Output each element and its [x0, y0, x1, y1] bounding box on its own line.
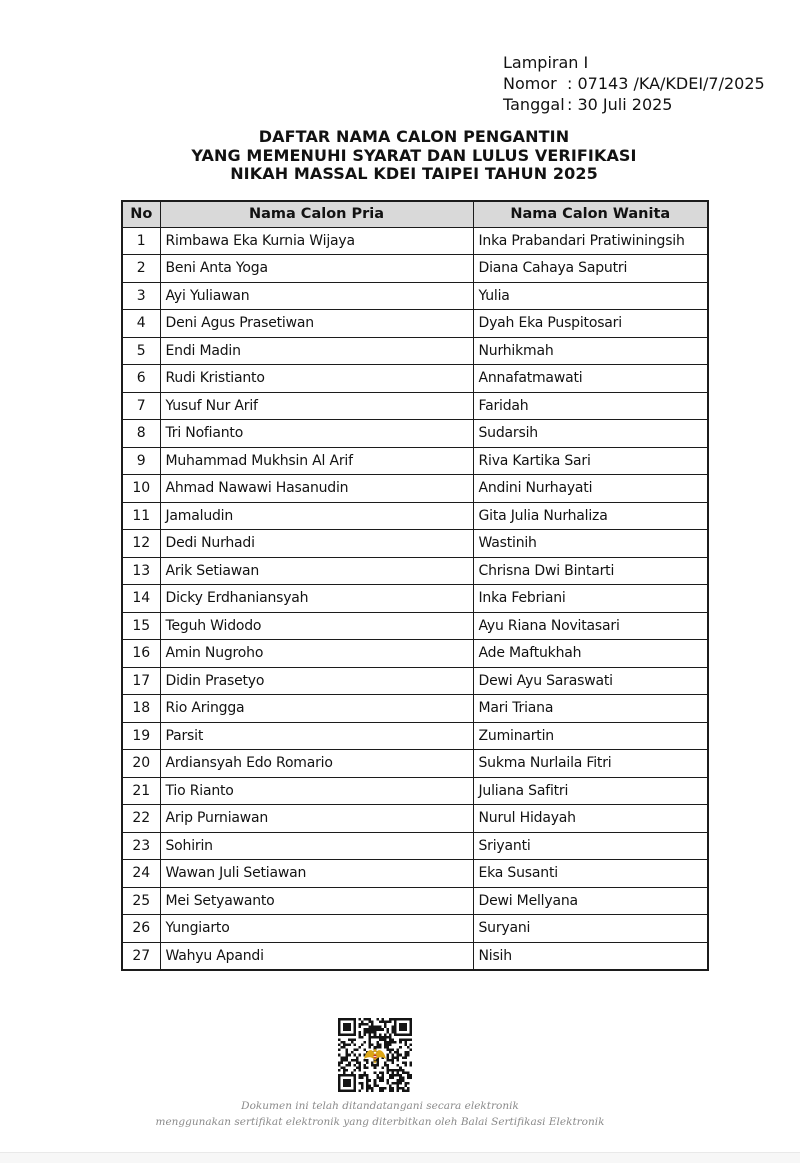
table-row [122, 255, 708, 283]
doc-ref-block [503, 52, 765, 115]
bride-name: Ayu Riana Novitasari [473, 612, 708, 640]
bride-name: Gita Julia Nurhaliza [473, 502, 708, 530]
row-number: 26 [122, 915, 160, 943]
row-number: 18 [122, 695, 160, 723]
groom-name: Endi Madin [160, 337, 473, 365]
row-number: 8 [122, 420, 160, 448]
groom-name: Arik Setiawan [160, 557, 473, 585]
table-row [122, 447, 708, 475]
row-number: 4 [122, 310, 160, 338]
groom-name: Jamaludin [160, 502, 473, 530]
candidates-table [121, 200, 709, 971]
table-row [122, 640, 708, 668]
tanggal-label: Tanggal [503, 95, 565, 114]
row-number: 6 [122, 365, 160, 393]
bride-name: Chrisna Dwi Bintarti [473, 557, 708, 585]
row-number: 25 [122, 887, 160, 915]
groom-name: Dicky Erdhaniansyah [160, 585, 473, 613]
title-line-1: DAFTAR NAMA CALON PENGANTIN [258, 127, 570, 146]
groom-name: Yungiarto [160, 915, 473, 943]
row-number: 7 [122, 392, 160, 420]
table-row [122, 722, 708, 750]
row-number: 20 [122, 750, 160, 778]
table-row [122, 860, 708, 888]
row-number: 16 [122, 640, 160, 668]
row-number: 10 [122, 475, 160, 503]
table-row [122, 282, 708, 310]
groom-name: Mei Setyawanto [160, 887, 473, 915]
nomor-value: : 07143 /KA/KDEI/7/2025 [567, 74, 765, 93]
groom-name: Sohirin [160, 832, 473, 860]
groom-name: Ardiansyah Edo Romario [160, 750, 473, 778]
qr-code [338, 1018, 412, 1092]
bride-name: Mari Triana [473, 695, 708, 723]
table-body [122, 227, 708, 970]
row-number: 13 [122, 557, 160, 585]
page-edge-strip [0, 1152, 800, 1163]
title-line-3: NIKAH MASSAL KDEI TAIPEI TAHUN 2025 [230, 164, 598, 183]
bride-name: Wastinih [473, 530, 708, 558]
table-row [122, 887, 708, 915]
table-row [122, 530, 708, 558]
nomor-line [503, 73, 765, 94]
row-number: 22 [122, 805, 160, 833]
groom-name: Dedi Nurhadi [160, 530, 473, 558]
signature-note-line-1: Dokumen ini telah ditandatangani secara elektronik [241, 1100, 519, 1112]
table-row [122, 337, 708, 365]
groom-name: Muhammad Mukhsin Al Arif [160, 447, 473, 475]
table-row [122, 915, 708, 943]
tanggal-line [503, 94, 765, 115]
groom-name: Parsit [160, 722, 473, 750]
table-row [122, 310, 708, 338]
row-number: 17 [122, 667, 160, 695]
bride-name: Annafatmawati [473, 365, 708, 393]
row-number: 14 [122, 585, 160, 613]
bride-name: Zuminartin [473, 722, 708, 750]
bride-name: Sudarsih [473, 420, 708, 448]
table-row [122, 612, 708, 640]
row-number: 24 [122, 860, 160, 888]
table-row [122, 942, 708, 970]
row-number: 15 [122, 612, 160, 640]
groom-name: Tio Rianto [160, 777, 473, 805]
bride-name: Juliana Safitri [473, 777, 708, 805]
signature-note-line-2: menggunakan sertifikat elektronik yang diterbitkan oleh Balai Sertifikasi Elektronik [155, 1115, 605, 1128]
groom-name: Wawan Juli Setiawan [160, 860, 473, 888]
column-header-bride: Nama Calon Wanita [473, 201, 708, 227]
table-row [122, 695, 708, 723]
groom-name: Rimbawa Eka Kurnia Wijaya [160, 227, 473, 255]
bride-name: Faridah [473, 392, 708, 420]
row-number: 2 [122, 255, 160, 283]
lampiran-line: Lampiran I [503, 53, 589, 72]
table-row [122, 805, 708, 833]
table-row [122, 227, 708, 255]
table-row [122, 365, 708, 393]
row-number: 27 [122, 942, 160, 970]
groom-name: Rio Aringga [160, 695, 473, 723]
bride-name: Diana Cahaya Saputri [473, 255, 708, 283]
groom-name: Ahmad Nawawi Hasanudin [160, 475, 473, 503]
groom-name: Amin Nugroho [160, 640, 473, 668]
table-row [122, 832, 708, 860]
column-header-no: No [122, 201, 160, 227]
bride-name: Dyah Eka Puspitosari [473, 310, 708, 338]
tanggal-value: : 30 Juli 2025 [567, 95, 673, 114]
bride-name: Riva Kartika Sari [473, 447, 708, 475]
row-number: 5 [122, 337, 160, 365]
bride-name: Nisih [473, 942, 708, 970]
row-number: 12 [122, 530, 160, 558]
bride-name: Sukma Nurlaila Fitri [473, 750, 708, 778]
groom-name: Arip Purniawan [160, 805, 473, 833]
column-header-groom: Nama Calon Pria [160, 201, 473, 227]
row-number: 19 [122, 722, 160, 750]
bride-name: Dewi Mellyana [473, 887, 708, 915]
bride-name: Nurhikmah [473, 337, 708, 365]
table-header-row [122, 201, 708, 227]
bride-name: Ade Maftukhah [473, 640, 708, 668]
row-number: 1 [122, 227, 160, 255]
groom-name: Wahyu Apandi [160, 942, 473, 970]
groom-name: Yusuf Nur Arif [160, 392, 473, 420]
bride-name: Nurul Hidayah [473, 805, 708, 833]
table-row [122, 420, 708, 448]
bride-name: Sriyanti [473, 832, 708, 860]
groom-name: Teguh Widodo [160, 612, 473, 640]
bride-name: Eka Susanti [473, 860, 708, 888]
bride-name: Yulia [473, 282, 708, 310]
groom-name: Beni Anta Yoga [160, 255, 473, 283]
row-number: 23 [122, 832, 160, 860]
row-number: 11 [122, 502, 160, 530]
groom-name: Ayi Yuliawan [160, 282, 473, 310]
title-line-2: YANG MEMENUHI SYARAT DAN LULUS VERIFIKASI [191, 145, 637, 165]
bride-name: Suryani [473, 915, 708, 943]
garuda-emblem-icon [363, 1046, 387, 1064]
groom-name: Tri Nofianto [160, 420, 473, 448]
groom-name: Deni Agus Prasetiwan [160, 310, 473, 338]
bride-name: Inka Febriani [473, 585, 708, 613]
table-row [122, 777, 708, 805]
table-row [122, 585, 708, 613]
bride-name: Andini Nurhayati [473, 475, 708, 503]
row-number: 21 [122, 777, 160, 805]
table-row [122, 667, 708, 695]
table-row [122, 475, 708, 503]
table-row [122, 557, 708, 585]
nomor-label: Nomor [503, 74, 557, 93]
table-row [122, 502, 708, 530]
groom-name: Rudi Kristianto [160, 365, 473, 393]
bride-name: Inka Prabandari Pratiwiningsih [473, 227, 708, 255]
row-number: 9 [122, 447, 160, 475]
groom-name: Didin Prasetyo [160, 667, 473, 695]
table-row [122, 392, 708, 420]
document-title [121, 128, 707, 184]
row-number: 3 [122, 282, 160, 310]
table-row [122, 750, 708, 778]
bride-name: Dewi Ayu Saraswati [473, 667, 708, 695]
signature-note [20, 1099, 740, 1130]
